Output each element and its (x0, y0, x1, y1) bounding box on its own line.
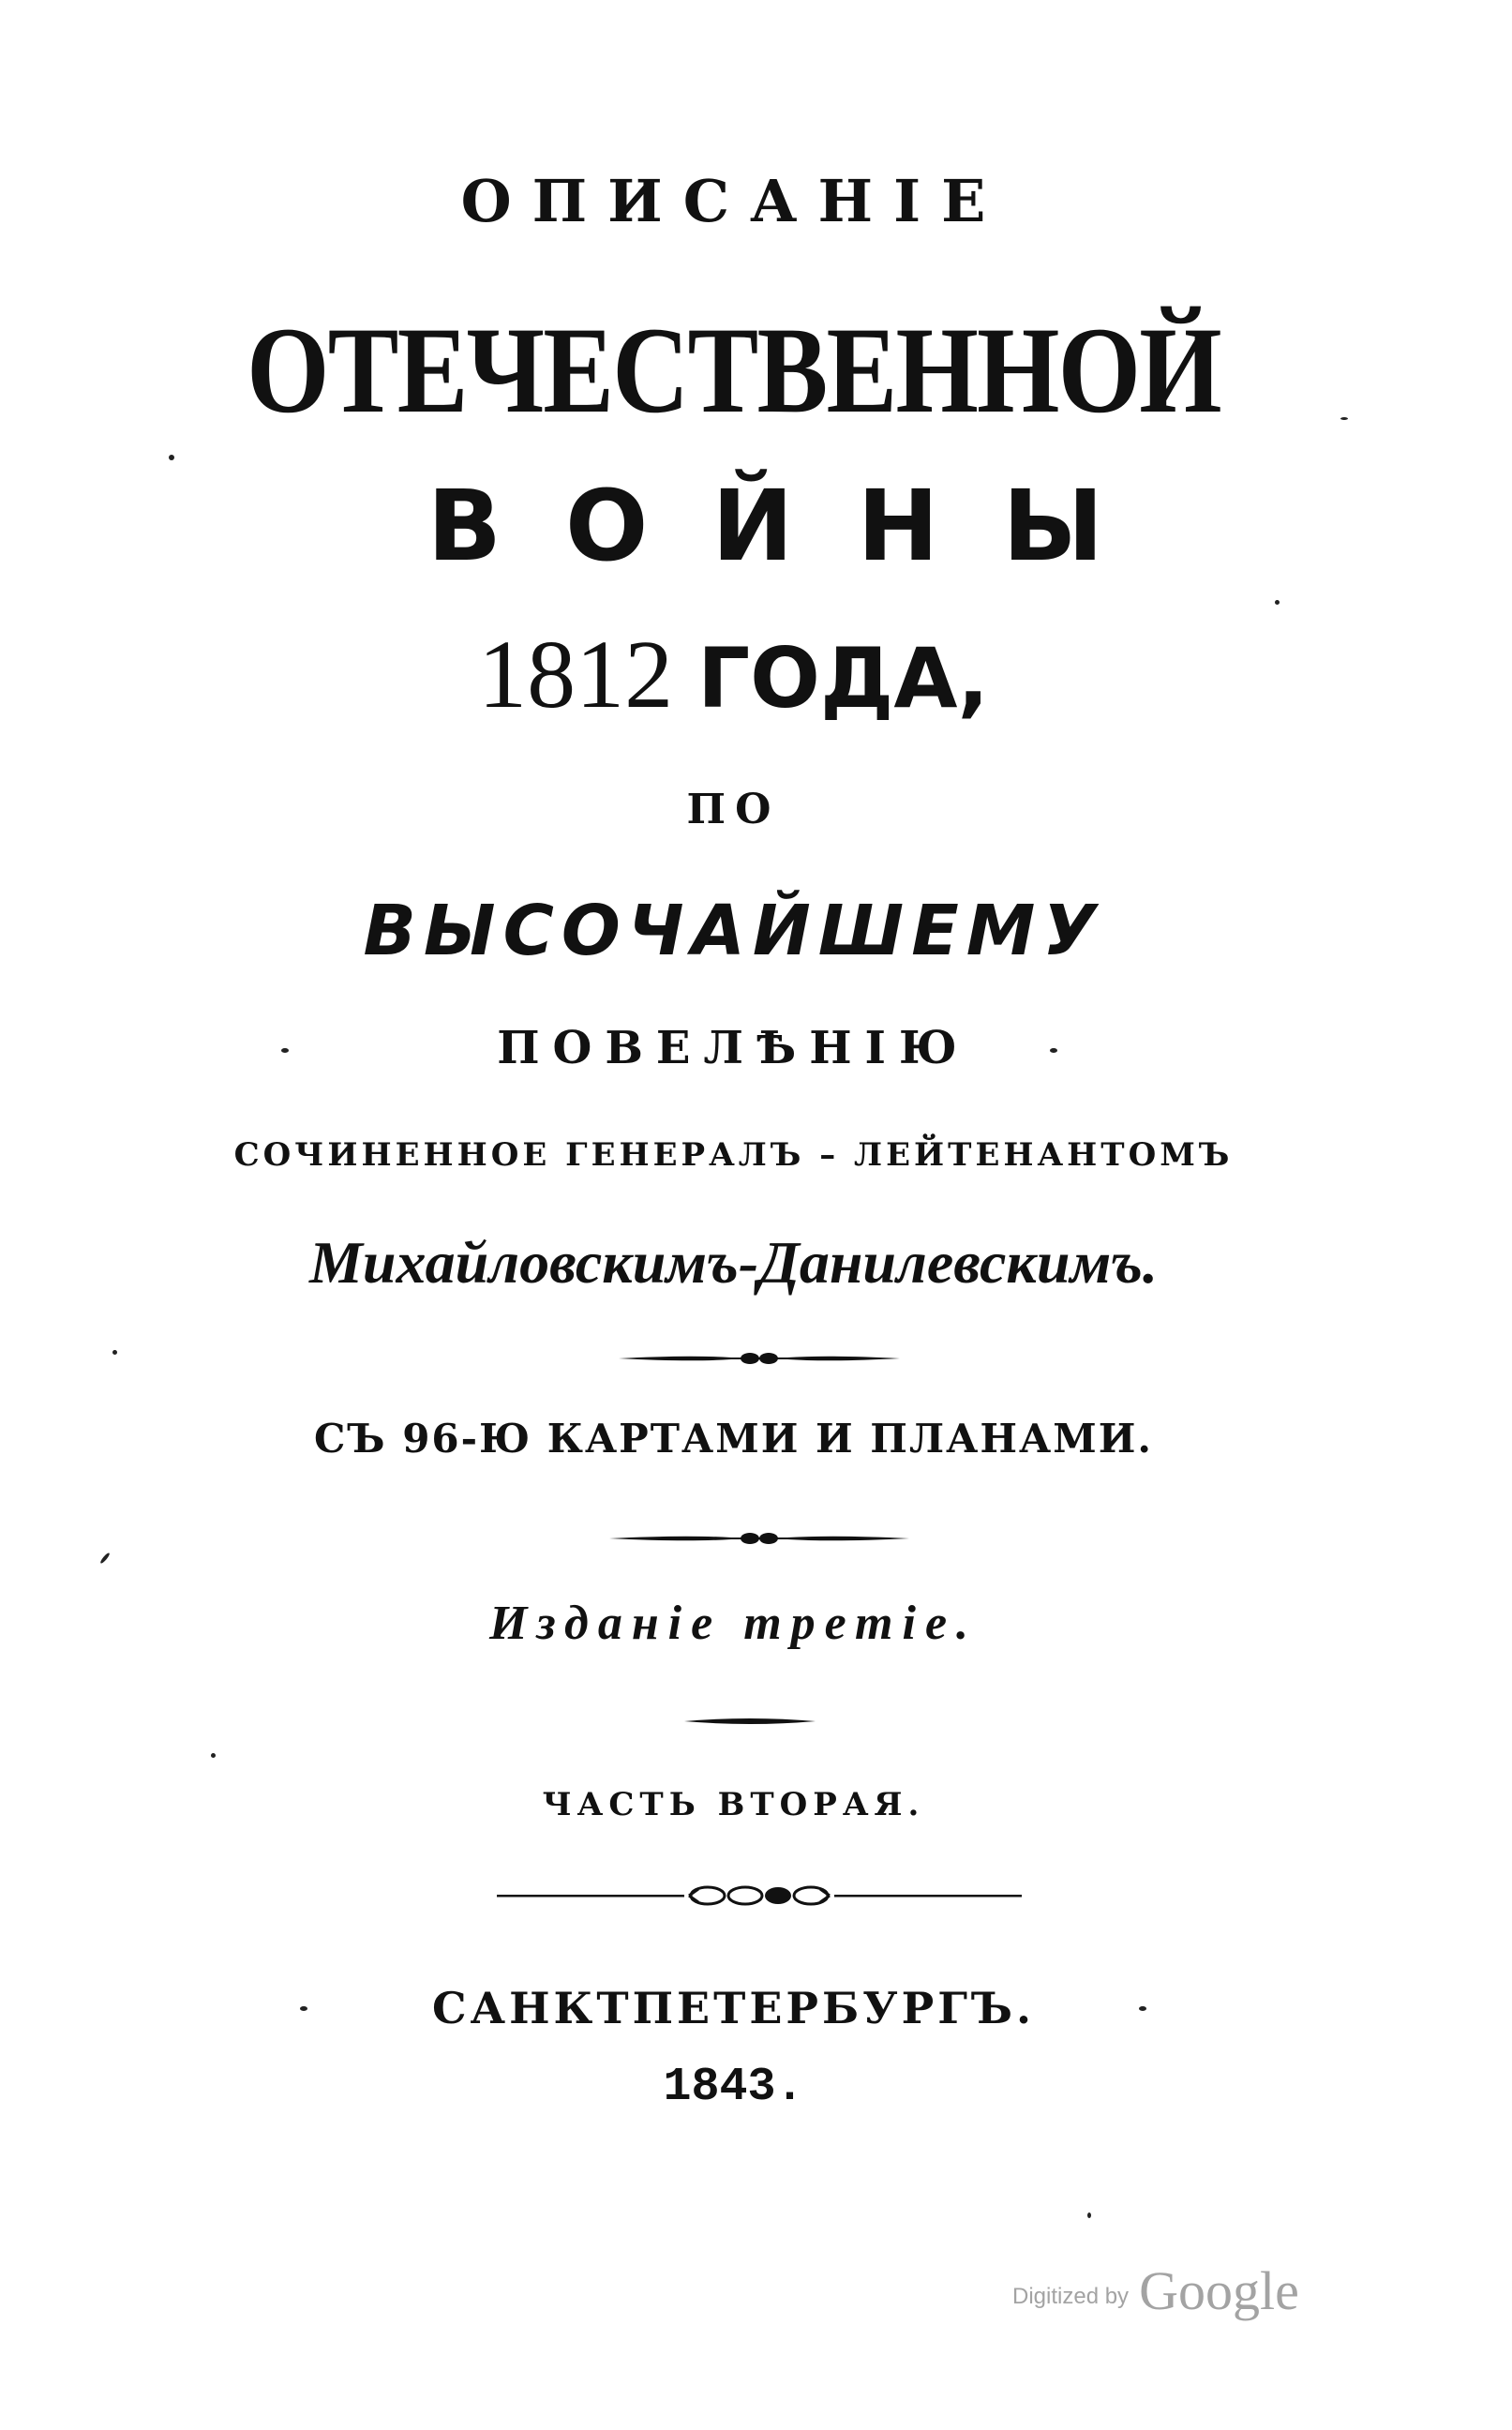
line-po: ПО (686, 786, 781, 833)
title-line-year (0, 619, 1467, 730)
print-speck (281, 1048, 289, 1053)
print-speck (99, 1552, 111, 1564)
line-vysochayshemu: ВЫСОЧАЙШЕМУ (363, 891, 1104, 971)
print-speck (1139, 2006, 1146, 2011)
line-sochinennoe: СОЧИНЕННОЕ ГЕНЕРАЛЪ – ЛЕЙТЕНАНТОМЪ (233, 1136, 1234, 1174)
google-logo: Google (1139, 2260, 1299, 2321)
title-line-voyny: ВОЙНЫ (427, 469, 1168, 583)
print-speck (1275, 600, 1280, 605)
city-line: САНКТПЕТЕРБУРГЪ. (432, 1983, 1035, 2033)
line-povelenyu: ПОВЕЛѢНІЮ (497, 1022, 970, 1074)
publication-year: 1843. (663, 2061, 804, 2114)
ornamental-rule-1 (619, 1352, 900, 1358)
maps-note: СЪ 96-Ю КАРТАМИ И ПЛАНАМИ. (313, 1416, 1154, 1462)
goda-word: ГОДА, (697, 630, 989, 727)
short-rule (684, 1716, 816, 1721)
war-year: 1812 (478, 621, 674, 728)
print-speck (1087, 2212, 1091, 2218)
ornamental-rule-3 (497, 1884, 1022, 1890)
print-speck (169, 455, 174, 460)
digitized-by-label: Digitized by (1012, 2284, 1130, 2309)
print-speck (300, 2006, 307, 2011)
title-line-otechestvennoy: ОТЕЧЕСТВЕННОЙ (247, 301, 1220, 439)
print-speck (211, 1753, 216, 1758)
print-speck (1340, 417, 1348, 420)
edition-line: Изданіе третіе. (488, 1597, 979, 1650)
part-line: ЧАСТЬ ВТОРАЯ. (542, 1786, 925, 1823)
print-speck (112, 1350, 117, 1355)
print-speck (1050, 1048, 1057, 1053)
digitized-by-google-watermark (1012, 2259, 1299, 2322)
ornamental-rule-2 (609, 1532, 909, 1538)
author-name: Михайловскимъ-Данилевскимъ. (309, 1229, 1158, 1296)
title-line-opisanie: ОПИСАНІЕ (460, 167, 1007, 235)
